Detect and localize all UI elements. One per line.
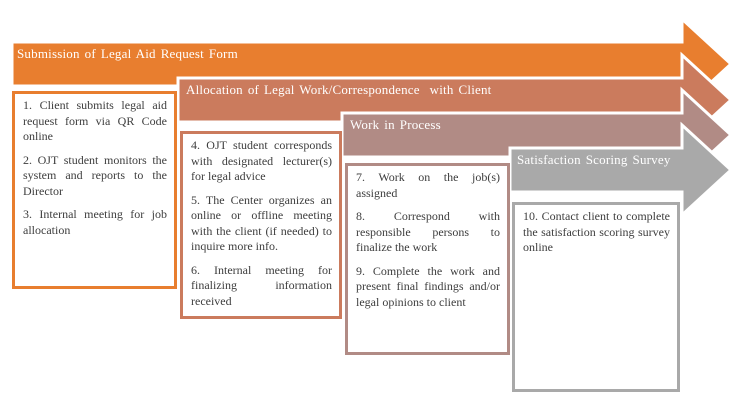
step-box-submission [12, 91, 177, 289]
step-item-3: 3. Internal meeting for job allocation [23, 207, 167, 237]
step-box-allocation [180, 131, 342, 319]
step-item-10: 10. Contact client to complete the satisfaction scoring survey online [523, 209, 670, 254]
banner-label-allocation: Allocation of Legal Work/Correspondence with Client [186, 82, 492, 97]
step-item-8: 8. Correspond with responsible persons to finalize the work [356, 209, 500, 254]
step-item-9: 9. Complete the work and present final findings and/or legal opinions to client [356, 263, 500, 309]
step-item-2: 2. OJT student monitors the system and reports to the Director [23, 152, 167, 198]
banner-label-submission: Submission of Legal Aid Request Form [17, 46, 238, 61]
step-item-4: 4. OJT student corresponds with designated lecturer(s) for legal advice [191, 138, 332, 183]
step-item-6: 6. Internal meeting for finalizing information received [191, 262, 332, 308]
banner-label-work-in-process: Work in Process [350, 117, 441, 132]
step-box-satisfaction-survey [512, 202, 680, 392]
step-item-1: 1. Client submits legal aid request form via QR Code online [23, 98, 167, 143]
step-item-7: 7. Work on the job(s) assigned [356, 170, 500, 200]
banner-label-satisfaction-survey: Satisfaction Scoring Survey [517, 152, 671, 167]
step-item-5: 5. The Center organizes an online or offline meeting with the client (if needed) to inquire more info. [191, 192, 332, 253]
step-box-work-in-process [345, 163, 510, 355]
